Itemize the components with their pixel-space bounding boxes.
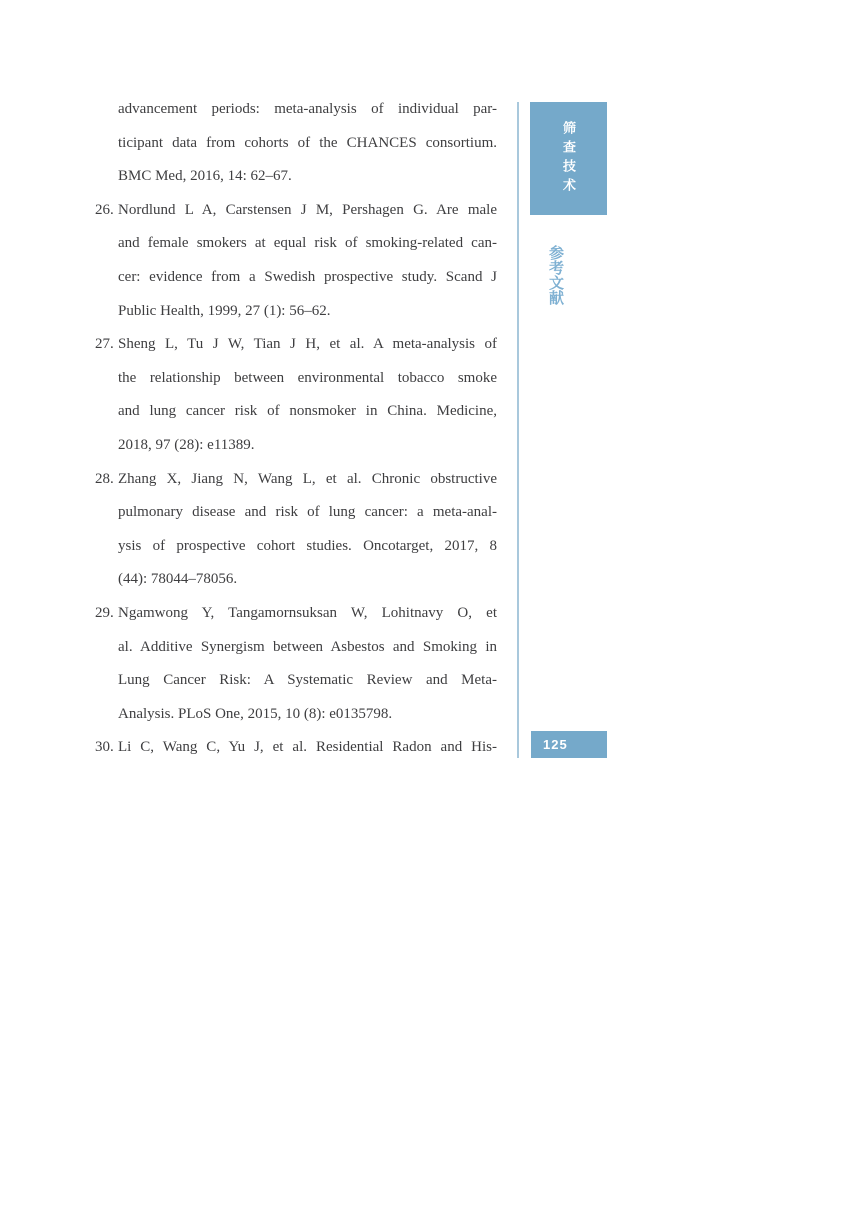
reference-number: 30. bbox=[95, 739, 114, 756]
reference-line bbox=[118, 362, 497, 396]
reference-line-text: 2018, 97 (28): e11389. bbox=[118, 436, 255, 453]
reference-item bbox=[95, 597, 497, 731]
reference-line-text: Analysis. PLoS One, 2015, 10 (8): e0135798. bbox=[118, 705, 393, 722]
reference-line-text: Nordlund L A, Carstensen J M, Pershagen G. Are male bbox=[118, 201, 497, 218]
reference-line-text: ticipant data from cohorts of the CHANCES consortium. bbox=[118, 134, 497, 151]
reference-line-text: Ngamwong Y, Tangamornsuksan W, Lohitnavy O, et bbox=[118, 604, 497, 621]
reference-line-text: pulmonary disease and risk of lung cancer: a meta-anal- bbox=[118, 504, 497, 521]
reference-line bbox=[118, 395, 497, 429]
reference-line bbox=[118, 429, 497, 463]
reference-item bbox=[95, 731, 497, 765]
reference-item bbox=[95, 328, 497, 462]
reference-line-text: Li C, Wang C, Yu J, et al. Residential Radon and His- bbox=[118, 739, 497, 756]
reference-number: 28. bbox=[95, 470, 114, 487]
chapter-tab-label: 筛查技术 bbox=[561, 120, 576, 197]
page-number: 125 bbox=[543, 737, 568, 752]
reference-line bbox=[118, 295, 497, 329]
reference-item bbox=[95, 93, 497, 194]
page-number-badge bbox=[531, 731, 607, 758]
reference-line bbox=[95, 194, 497, 228]
reference-line bbox=[95, 328, 497, 362]
reference-item bbox=[95, 194, 497, 328]
reference-line-text: (44): 78044–78056. bbox=[118, 571, 238, 588]
reference-line-text: Zhang X, Jiang N, Wang L, et al. Chronic obstructive bbox=[118, 470, 497, 487]
reference-number: 27. bbox=[95, 336, 114, 353]
reference-line bbox=[95, 463, 497, 497]
reference-line bbox=[118, 93, 497, 127]
section-label: 参考文献 bbox=[547, 245, 564, 305]
reference-list bbox=[95, 93, 497, 765]
reference-line bbox=[118, 227, 497, 261]
reference-line bbox=[118, 698, 497, 732]
reference-number: 29. bbox=[95, 604, 114, 621]
reference-line-text: Lung Cancer Risk: A Systematic Review and Meta- bbox=[118, 672, 497, 689]
reference-line-text: al. Additive Synergism between Asbestos and Smoking in bbox=[118, 638, 497, 655]
chapter-tab bbox=[530, 102, 607, 215]
reference-line bbox=[118, 127, 497, 161]
reference-line bbox=[118, 563, 497, 597]
reference-line-text: Sheng L, Tu J W, Tian J H, et al. A meta-analysis of bbox=[118, 336, 497, 353]
reference-line-text: Public Health, 1999, 27 (1): 56–62. bbox=[118, 302, 331, 319]
reference-line bbox=[118, 664, 497, 698]
reference-line-text: ysis of prospective cohort studies. Oncotarget, 2017, 8 bbox=[118, 537, 497, 554]
reference-line-text: and female smokers at equal risk of smoking-related can- bbox=[118, 235, 497, 252]
reference-number: 26. bbox=[95, 201, 114, 218]
reference-line-text: the relationship between environmental tobacco smoke bbox=[118, 369, 497, 386]
reference-line-text: and lung cancer risk of nonsmoker in China. Medicine, bbox=[118, 403, 497, 420]
reference-item bbox=[95, 463, 497, 597]
reference-line bbox=[118, 261, 497, 295]
reference-line bbox=[95, 597, 497, 631]
reference-line-text: advancement periods: meta-analysis of individual par- bbox=[118, 101, 497, 117]
sidebar-divider-line bbox=[517, 102, 519, 758]
reference-line bbox=[118, 631, 497, 665]
reference-line bbox=[118, 160, 497, 194]
reference-line bbox=[118, 496, 497, 530]
reference-line bbox=[118, 530, 497, 564]
reference-line-text: cer: evidence from a Swedish prospective study. Scand J bbox=[118, 268, 497, 285]
reference-line bbox=[95, 731, 497, 765]
reference-line-text: BMC Med, 2016, 14: 62–67. bbox=[118, 168, 292, 185]
